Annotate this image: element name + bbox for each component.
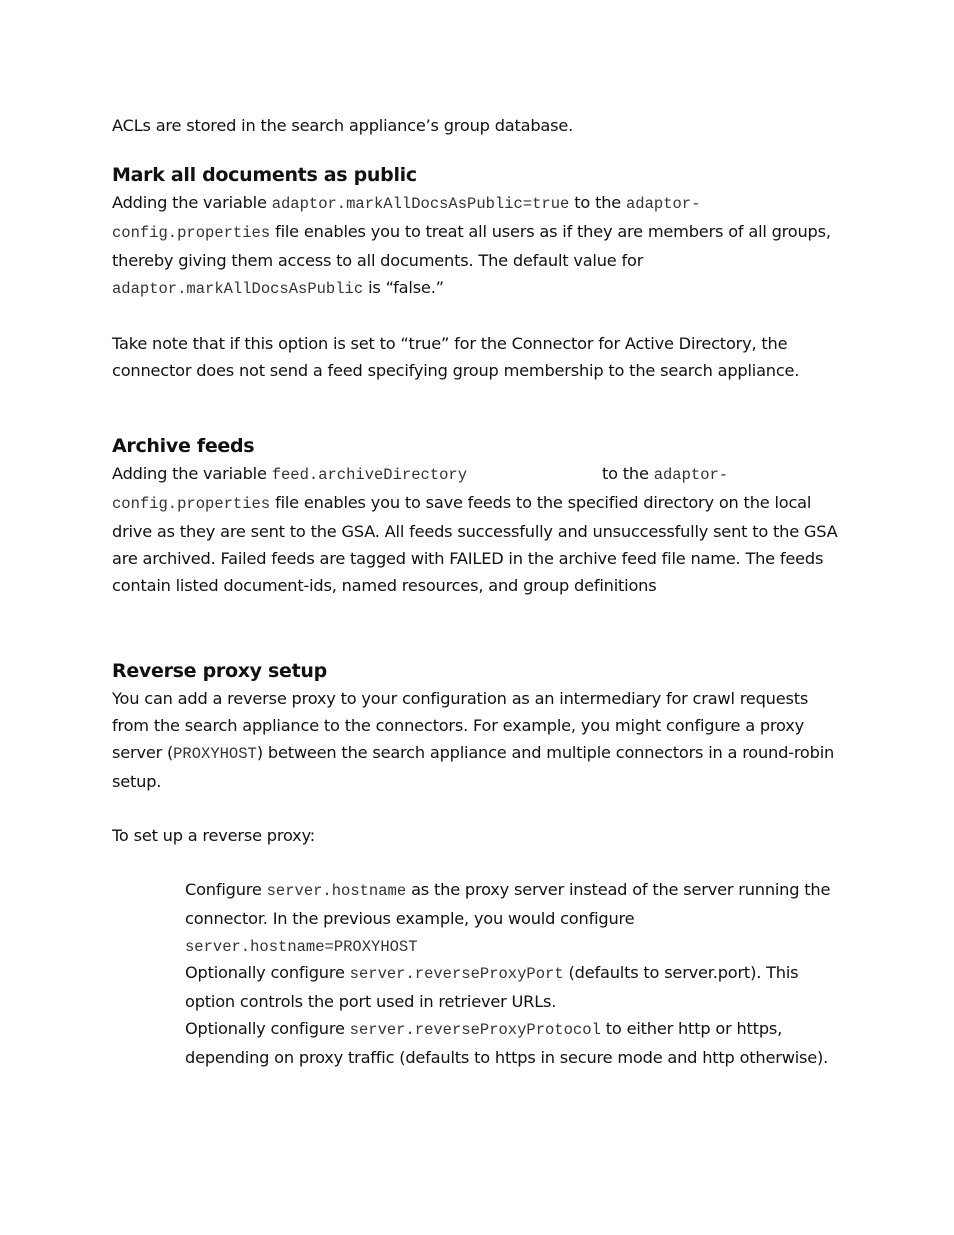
code-adaptor-config-properties: adaptor-config.properties — [112, 466, 729, 513]
text-run: to either http or https, depending on proxy traffic (defaults to https in secure mode and http otherwise). — [185, 1019, 829, 1067]
mark-public-note-paragraph: Take note that if this option is set to “true” for the Connector for Active Directory, the connector does not send a feed specifying group membership to the search appliance. — [112, 334, 800, 380]
text-run: Configure — [185, 880, 267, 899]
code-mark-all-docs-true: adaptor.markAllDocsAsPublic=true — [271, 195, 570, 213]
code-reverse-proxy-port: server.reverseProxyPort — [349, 965, 564, 983]
code-adaptor-config-properties: adaptor-config.properties — [112, 195, 701, 242]
text-run: file enables you to save feeds to the specified directory on the local drive as they are sent to the GSA. All feeds successfully and unsuccessfully sent to the GSA are archived. Failed feeds are tagged with FAILED in the archive feed file name. The feeds contain listed document-ids, named resources, and group definitions — [112, 493, 838, 595]
reverse-proxy-paragraph — [112, 685, 842, 795]
code-mark-all-docs: adaptor.markAllDocsAsPublic — [112, 280, 364, 298]
text-run: Optionally configure — [185, 1019, 350, 1038]
intro-paragraph: ACLs are stored in the search appliance’s group database. — [112, 116, 574, 135]
archive-feeds-paragraph — [112, 460, 842, 599]
text-run: file enables you to treat all users as if they are members of all groups, thereby giving them access to all documents. The default value for — [112, 222, 831, 270]
text-run: Optionally configure — [185, 963, 350, 982]
text-run: You can add a reverse proxy to your configuration as an intermediary for crawl requests from the search appliance to the connectors. For example, you might configure a proxy server ( — [112, 689, 809, 762]
step-item — [185, 876, 842, 959]
section-heading-archive-feeds: Archive feeds — [112, 435, 255, 457]
text-run: (defaults to server.port). This option controls the port used in retriever URLs. — [185, 963, 799, 1011]
code-server-hostname-proxyhost: server.hostname=PROXYHOST — [185, 938, 418, 956]
mark-public-paragraph — [112, 189, 842, 303]
text-run: as the proxy server instead of the server running the connector. In the previous example, you would configure — [185, 880, 831, 928]
step-item — [185, 1015, 842, 1071]
section-heading-reverse-proxy: Reverse proxy setup — [112, 660, 327, 682]
section-heading-mark-public: Mark all documents as public — [112, 164, 417, 186]
text-run: to the — [597, 464, 654, 483]
code-feed-archive-directory: feed.archiveDirectory — [271, 466, 468, 484]
code-proxyhost: PROXYHOST — [173, 745, 257, 763]
code-server-hostname: server.hostname — [266, 882, 407, 900]
reverse-proxy-intro-steps: To set up a reverse proxy: — [112, 826, 316, 845]
text-run: is “false.” — [363, 278, 444, 297]
steps-list — [185, 876, 842, 1071]
code-reverse-proxy-protocol: server.reverseProxyProtocol — [349, 1021, 601, 1039]
text-run: ) between the search appliance and multiple connectors in a round-robin setup. — [112, 743, 835, 791]
step-item — [185, 959, 842, 1015]
text-run: Adding the variable — [112, 464, 272, 483]
text-run: to the — [569, 193, 626, 212]
text-run: Adding the variable — [112, 193, 272, 212]
